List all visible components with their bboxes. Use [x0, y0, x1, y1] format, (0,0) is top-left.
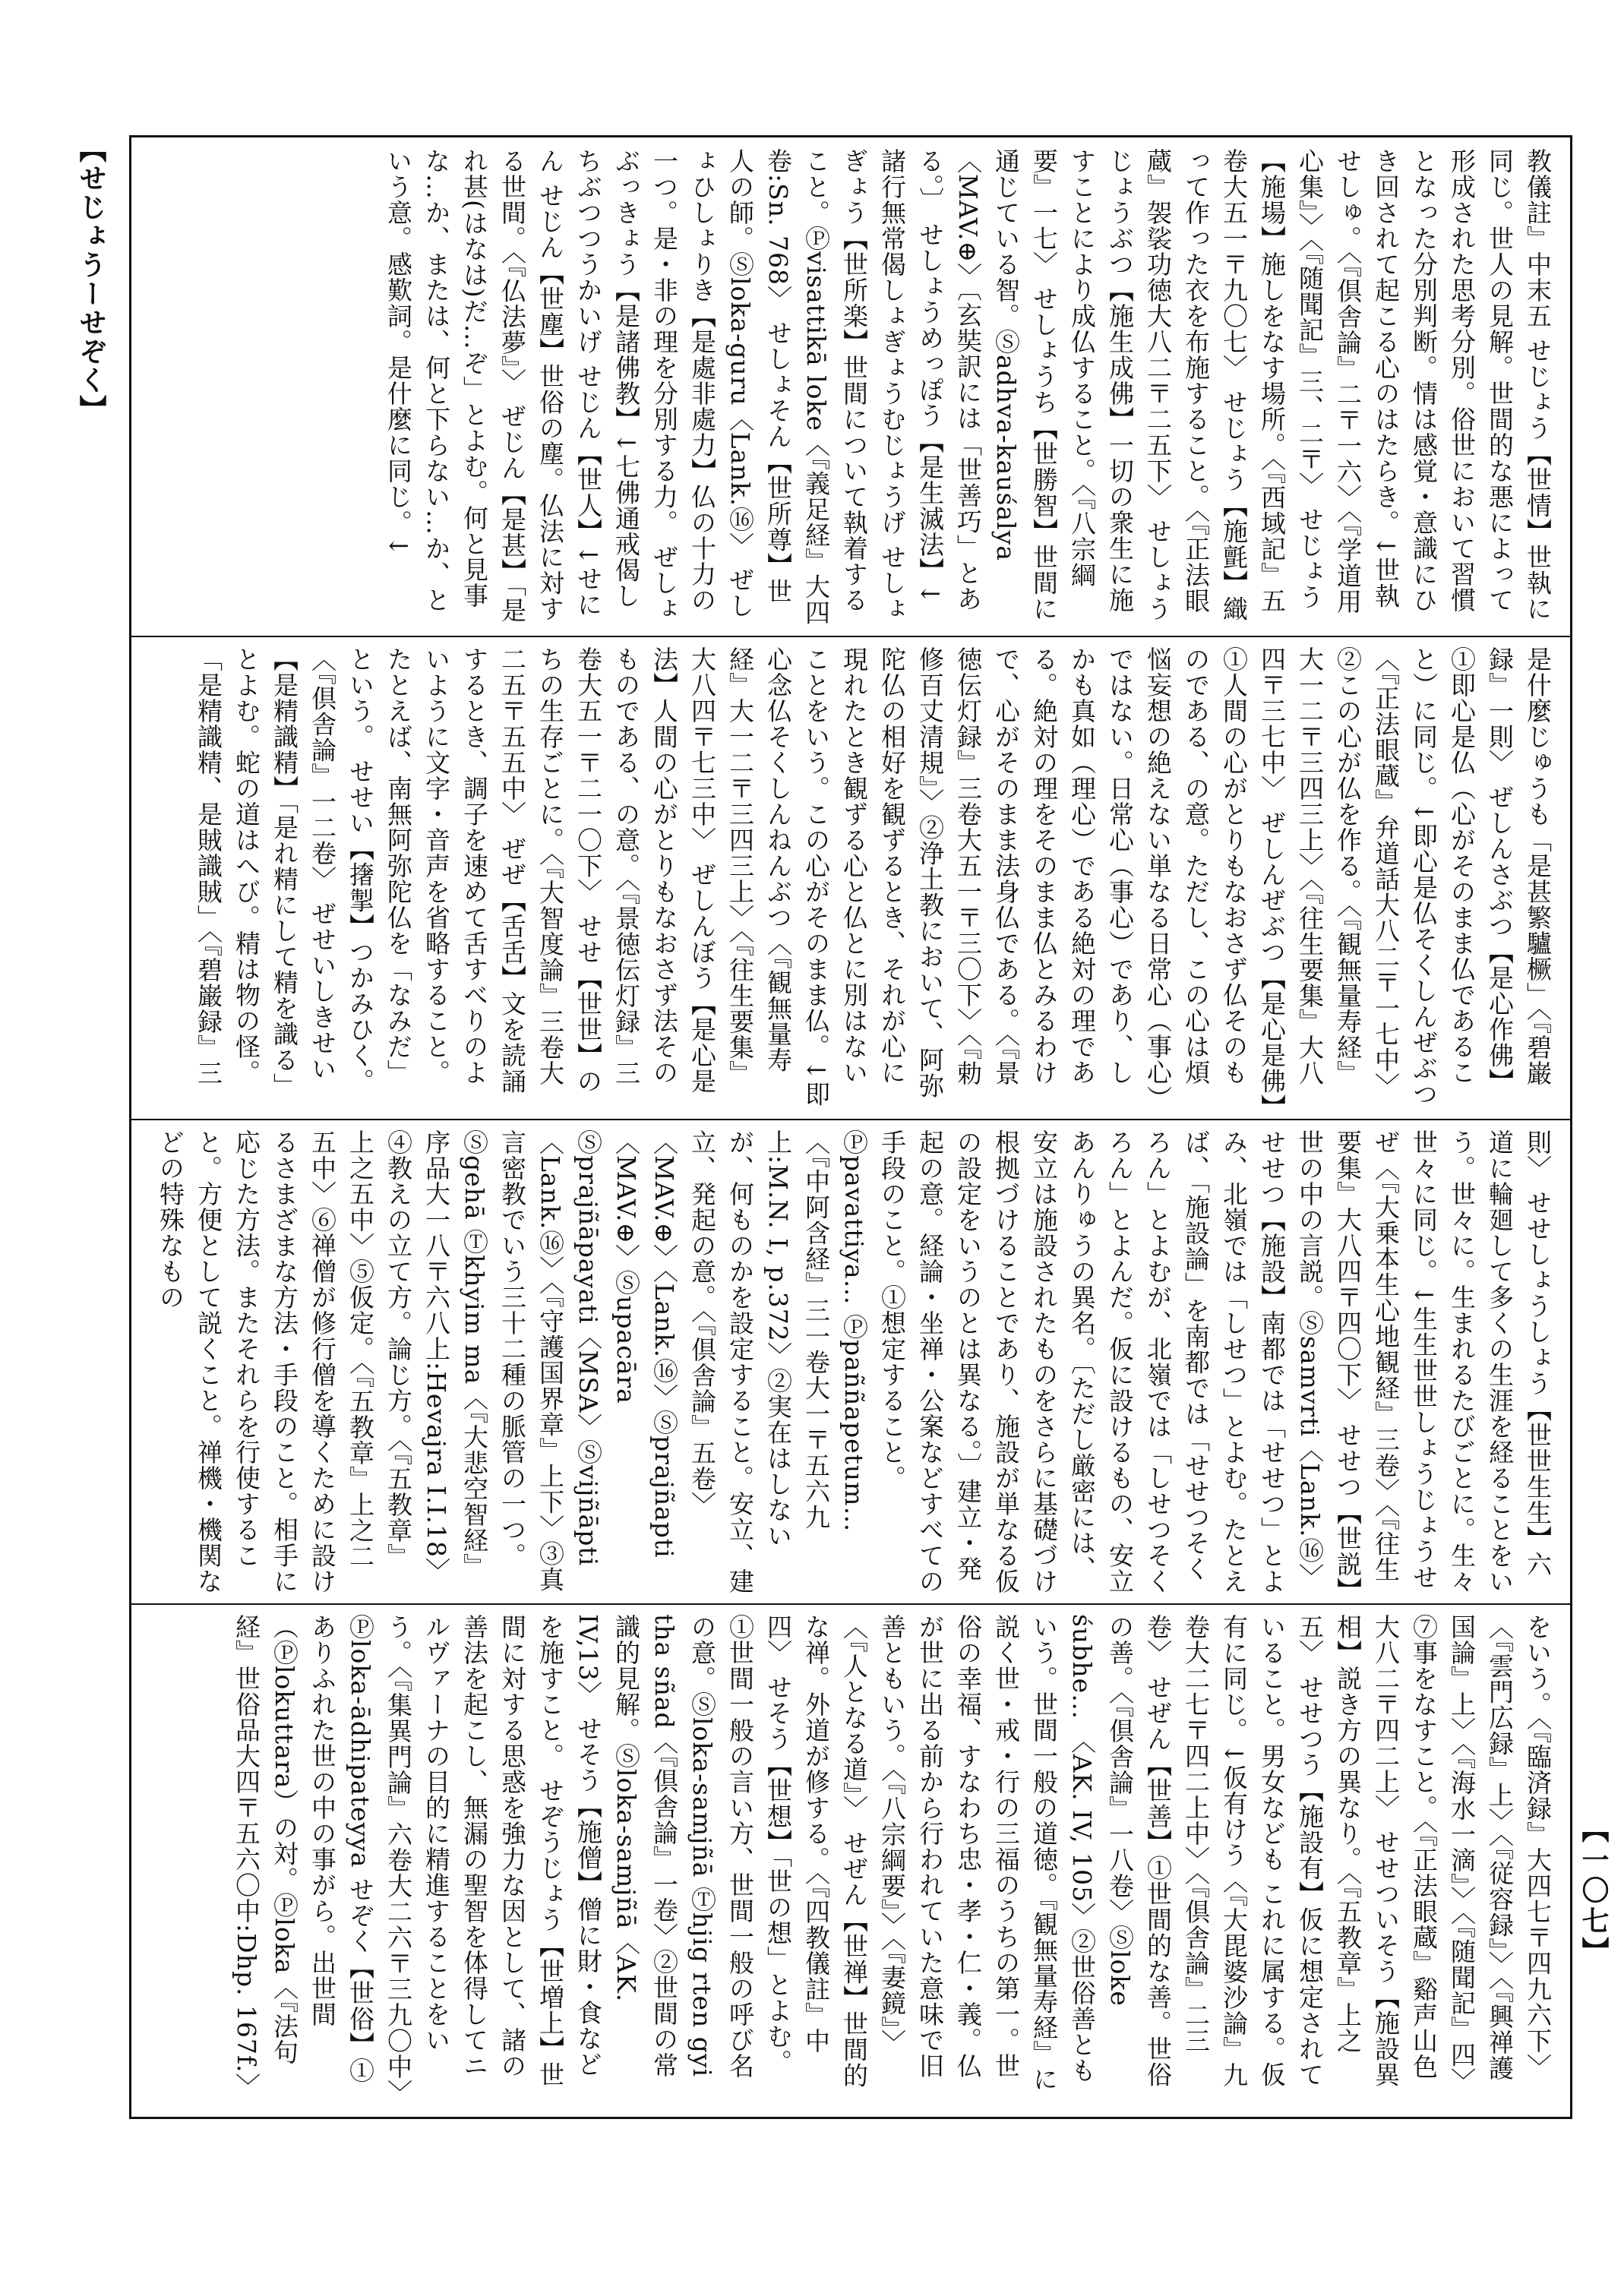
entry-text: 是什麼じゅうも「是甚繁驢橛」〈『碧巌録』一則〉 ぜしんさぶつ【是心作佛】①即心是仏（心がそのまま仏であること）に同じ。↓即心是仏そくしんぜぶつ〈『正法眼蔵』弁道話大八二〒一七中〉②この心が仏を作る。〈『観無量寿経』大一二〒三四三上〉〈『往生要集』大八四〒三七中〉 ぜしんぜぶつ【是心是佛】①人間の心がとりもなおさず仏そのものである、の意。ただし、この心は煩悩妄想の絶えない単なる日常心（事心）ではない。日常心（事心）であり、しかも真如（理心）である絶対の理である。絶対の理をそのまま仏とみるわけで、心がそのまま法身仏である。〈『景徳伝灯録』三卷大五一〒三〇下〉〈『勅修百丈清規』〉②浄土教において、阿弥陀仏の相好を観ずるとき、それが心に現れたとき観ずる心と仏とに別はないことをいう。この心がそのまま仏。↓即心念仏そくしんねんぶつ〈『観無量寿経』大一二〒三四三上〉〈『往生要集』大八四〒七三中〉 ぜしんぼう【是心是法】人間の心がとりもなおさず法そのものである、の意。〈『景徳伝灯録』三卷大五一〒二一〇下〉 せせ【世世】のちの生存ごとに。〈『大智度論』三卷大二五〒五五中〉 ぜぜ【舌舌】文を読誦するとき、調子を速めて舌すべりのよいように文字・音声を省略すること。たとえば、南無阿弥陀仏を「なみだ」という。 せせい【撦掣】つかみひく。〈『倶舎論』一二卷〉 ぜせいしきせい【是精識精】「是れ精にして精を識る」とよむ。蛇の道はへび。精は物の怪。「是精識精、是賊識賊」〈『碧巌録』三: [194, 646, 1553, 1107]
section-lower-middle: [145, 1129, 1556, 1594]
section-bottom: [145, 1614, 1556, 2100]
section-upper-middle: [145, 646, 1556, 1110]
page-number: 【一〇七】: [1578, 1815, 1610, 1967]
divider: [131, 1119, 1570, 1120]
running-head: 【せじょうーせぞく】: [75, 135, 107, 424]
page-frame: [129, 135, 1572, 2119]
divider: [131, 636, 1570, 637]
entry-text: 教儀註』中末五 せじょう【世情】世執に同じ。世人の見解。世間的な悪によって形成された思考分別。俗世において習慣となった分別判断。情は感覚・意識にひき回されて起こる心のはたらき。↓世執せしゅ。〈『倶舎論』二〒一六〉〈『学道用心集』〉〈『随聞記』三、二〒〉 せじょう【施場】施しをなす場所。〈『西域記』五卷大五一〒九〇七〉 せじょう【施氈】織って作った衣を布施すること。〈『正法眼蔵』袈裟功徳大八二〒二五下〉 せしょうじょうぶつ【施生成佛】一切の衆生に施すことにより成仏すること。〈『八宗綱要』一七〉 せしょうち【世勝智】世間に通じている智。Ⓢadhva-kauśalya〈MAV.⊕〉〔玄奘訳には「世善巧」とある。〕 せしょうめっぽう【是生滅法】↓諸行無常偈しょぎょうむじょうげ せしょぎょう【世所楽】世間について執着すること。Ⓟvisattikā loke〈『義足経』大四卷:Sn. 768〉 せしょそん【世所尊】世人の師。Ⓢloka-guru〈Lank.⑯〉 ぜしょひしょりき【是處非處力】仏の十力の一つ。是・非の理を分別する力。 ぜしょぶっきょう【是諸佛教】↓七佛通戒偈しちぶつつうかいげ せじん【世人】↓せにん せじん【世塵】世俗の塵。仏法に対する世間。〈『仏法夢』〉 ぜじん【是甚】「是れ甚(はなは)だ…ぞ」とよむ。何と見事な…か、または、何と下らない…か、という意。感歎詞。是什麼に同じ。↓: [384, 148, 1553, 626]
divider: [131, 1603, 1570, 1605]
section-top: [145, 148, 1556, 627]
entry-text: をいう。〈『臨済録』大四七〒四九六下〉〈『雲門広録』上〉〈『従容録』〉〈『興禅護国論』上〉〈『海水一滴』〉〈『随聞記』四〉⑦事をなすこと。〈『正法眼蔵』谿声山色大八二〒四二上〉 せせついそう【施設異相】説き方の異なり。〈『五教章』上之五〉 せせつう【施設有】仮に想定されていること。男女なども これに属する。仮有に同じ。↓仮有けう〈『大毘婆沙論』九卷大二七〒四二上中〉〈『倶舎論』二三卷〉 せぜん【世善】①世間的な善。世俗の善。〈『倶舎論』一八卷〉Ⓢloke śubhe… 〈AK. IV, 105〉②世俗善ともいう。世間一般の道徳。『観無量寿経』に説く世・戒・行の三福のうちの第一。世俗の幸福、すなわち忠・孝・仁・義。仏が世に出る前から行われていた意味で旧善ともいう。〈『八宗綱要』〉〈『妻鏡』〉〈『人となる道』〉 せぜん【世禅】世間的な禅。外道が修する。〈『四教儀註』中四〉 せそう【世想】「世の想」とよむ。①世間一般の言い方、世間一般の呼び名の意。Ⓢloka-samjñā Ⓣhjig rten gyi tha sñad〈『倶舎論』一卷〉②世間の常識的見解。Ⓢloka-samjñā〈AK. IV,13〉 せそう【施僧】僧に財・食などを施すこと。 せぞうじょう【世増上】世間に対する思惑を強力な因として、諸の善法を起こし、無漏の聖智を体得してニルヴァーナの目的に精進することをいう。〈『集異門論』六卷大二六〒三九〇中〉Ⓟloka-ādhipateyya せぞく【世俗】①ありふれた世の中の事がら。出世間（Ⓟlokuttara）の対。Ⓟloka〈『法句経』世俗品大四〒五六〇中:Dhp. 167f.〉: [232, 1614, 1553, 2099]
entry-text: 則〉 せせしょうしょう【世世生生】六道に輪廻して多くの生涯を経ることをいう。世々に。生まれるたびごとに。生々世々に同じ。↓生生世世しょうじょうせぜ〈『大乗本生心地観経』三卷〉〈『往生要集』大八四〒四〇下〉 せせつ【世説】世の中の言説。Ⓢsamvrti〈Lank.⑯〉 せせつ【施設】南都では「せせつ」とよみ、北嶺では「しせつ」とよむ。たとえば、「施設論」を南都では「せせつそくろん」とよむが、北嶺では「しせつそくろん」とよんだ。仮に設けるもの、安立あんりゅうの異名。〔ただし厳密には、安立は施設されたものをさらに基礎づけ根拠づけることであり、施設が単なる仮の設定をいうのとは異なる。〕建立・発起の意。経論・坐禅・公案などすべての手段のこと。①想定すること。Ⓟpavattiya… Ⓟpaññapetum…〈『中阿含経』三一卷大一〒五六九上:M.N. I, p.372〉②実在はしないが、何ものかを設定すること。安立、建立、発起の意。〈『倶舎論』五卷〉〈MAV.⊕〉〈Lank.⑯〉Ⓢprajñapti〈MAV.⊕〉Ⓢupacāra Ⓢprajñāpayati〈MSA〉Ⓢvijñāpti〈Lank.⑯〉〈『守護国界章』上下〉③真言密教でいう三十二種の脈管の一つ。Ⓢgehā Ⓣkhyim ma〈『大悲空智経』序品大一八〒六八上:Hevajra I.I.18〉④教えの立て方。論じ方。〈『五教章』上之五中〉⑤仮定。〈『五教章』上之二五中〉⑥禅僧が修行僧を導くために設けるさまざまな方法・手段のこと。相手に応じた方法。またそれらを行使すること。方便として説くこと。禅機・機関などの特殊なもの: [156, 1129, 1553, 1594]
